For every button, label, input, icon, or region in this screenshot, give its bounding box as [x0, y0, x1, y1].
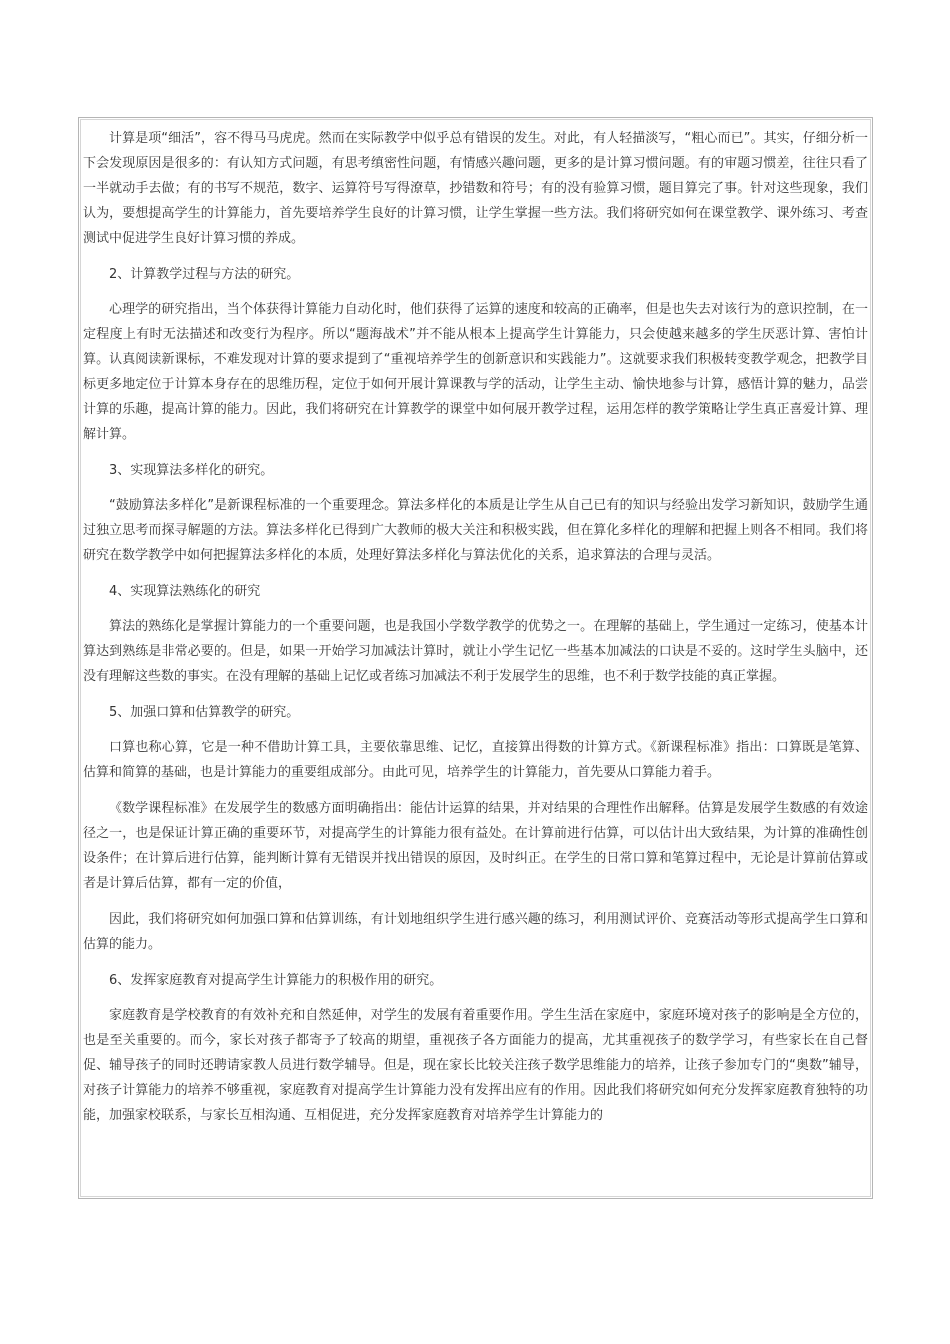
document-body [80, 119, 871, 1197]
section-heading-4: 4、实现算法熟练化的研究 [109, 584, 261, 599]
section-heading-3: 3、实现算法多样化的研究。 [109, 463, 274, 478]
section-heading-2: 2、计算教学过程与方法的研究。 [109, 267, 300, 282]
section-heading-6: 6、发挥家庭教育对提高学生计算能力的积极作用的研究。 [109, 973, 443, 988]
paragraph-algorithm-proficiency: 算法的熟练化是掌握计算能力的一个重要问题，也是我国小学数学教学的优势之一。在理解的基础上，学生通过一定练习，使基本计算达到熟练是非常必要的。但是，如果一开始学习加减法计算时，就让小学生记忆一些基本加减法的口诀是不妥的。这时学生头脑中，还没有理解这些数的事实。在没有理解的基础上记忆或者练习加减法不利于发展学生的思维，也不利于数学技能的真正掌握。 [83, 619, 868, 684]
document-frame [78, 117, 873, 1199]
paragraph-family-education: 家庭教育是学校教育的有效补充和自然延伸，对学生的发展有着重要作用。学生生活在家庭中，家庭环境对孩子的影响是全方位的，也是至关重要的。而今，家长对孩子都寄予了较高的期望，重视孩子各方面能力的提高，尤其重视孩子的数学学习，有些家长在自己督促、辅导孩子的同时还聘请家教人员进行数学辅导。但是，现在家长比较关注孩子数学思维能力的培养，让孩子参加专门的“奥数”辅导，对孩子计算能力的培养不够重视，家庭教育对提高学生计算能力没有发挥出应有的作用。因此我们将研究如何充分发挥家庭教育独特的功能，加强家校联系，与家长互相沟通、互相促进，充分发挥家庭教育对培养学生计算能力的 [83, 1008, 868, 1123]
paragraph-algorithm-diversity: “鼓励算法多样化”是新课程标准的一个重要理念。算法多样化的本质是让学生从自己已有的知识与经验出发学习新知识，鼓励学生通过独立思考而探寻解题的方法。算法多样化已得到广大教师的极大关注和积极实践，但在算化多样化的理解和把握上则各不相同。我们将研究在数学教学中如何把握算法多样化的本质，处理好算法多样化与算法优化的关系，追求算法的合理与灵活。 [83, 498, 868, 563]
paragraph-training-plan: 因此，我们将研究如何加强口算和估算训练，有计划地组织学生进行感兴趣的练习，利用测试评价、竞赛活动等形式提高学生口算和估算的能力。 [83, 912, 868, 952]
paragraph-estimation: 《数学课程标准》在发展学生的数感方面明确指出：能估计运算的结果，并对结果的合理性作出解释。估算是发展学生数感的有效途径之一，也是保证计算正确的重要环节，对提高学生的计算能力很有益处。在计算前进行估算，可以估计出大致结果，为计算的准确性创设条件；在计算后进行估算，能判断计算有无错误并找出错误的原因，及时纠正。在学生的日常口算和笔算过程中，无论是计算前估算或者是计算后估算，都有一定的价值， [83, 801, 868, 891]
paragraph-teaching-process: 心理学的研究指出，当个体获得计算能力自动化时，他们获得了运算的速度和较高的正确率，但是也失去对该行为的意识控制，在一定程度上有时无法描述和改变行为程序。所以“题海战术”并不能从根本上提高学生计算能力，只会使越来越多的学生厌恶计算、害怕计算。认真阅读新课标，不难发现对计算的要求提到了“重视培养学生的创新意识和实践能力”。这就要求我们积极转变教学观念，把教学目标更多地定位于计算本身存在的思维历程，定位于如何开展计算课教与学的活动，让学生主动、愉快地参与计算，感悟计算的魅力，品尝计算的乐趣，提高计算的能力。因此，我们将研究在计算教学的课堂中如何展开教学过程，运用怎样的教学策略让学生真正喜爱计算、理解计算。 [83, 302, 868, 442]
paragraph-mental-calculation: 口算也称心算，它是一种不借助计算工具，主要依靠思维、记忆，直接算出得数的计算方式。《新课程标准》指出：口算既是笔算、估算和简算的基础，也是计算能力的重要组成部分。由此可见，培养学生的计算能力，首先要从口算能力着手。 [83, 740, 868, 780]
paragraph-calculation-habits: 计算是项“细活”，容不得马马虎虎。然而在实际教学中似乎总有错误的发生。对此，有人轻描淡写，“粗心而已”。其实，仔细分析一下会发现原因是很多的：有认知方式问题，有思考缜密性问题，有情感兴趣问题，更多的是计算习惯问题。有的审题习惯差，往往只看了一半就动手去做；有的书写不规范，数字、运算符号写得潦草，抄错数和符号；有的没有验算习惯，题目算完了事。针对这些现象，我们认为，要想提高学生的计算能力，首先要培养学生良好的计算习惯，让学生掌握一些方法。我们将研究如何在课堂教学、课外练习、考查测试中促进学生良好计算习惯的养成。 [83, 131, 868, 246]
section-heading-5: 5、加强口算和估算教学的研究。 [109, 705, 300, 720]
